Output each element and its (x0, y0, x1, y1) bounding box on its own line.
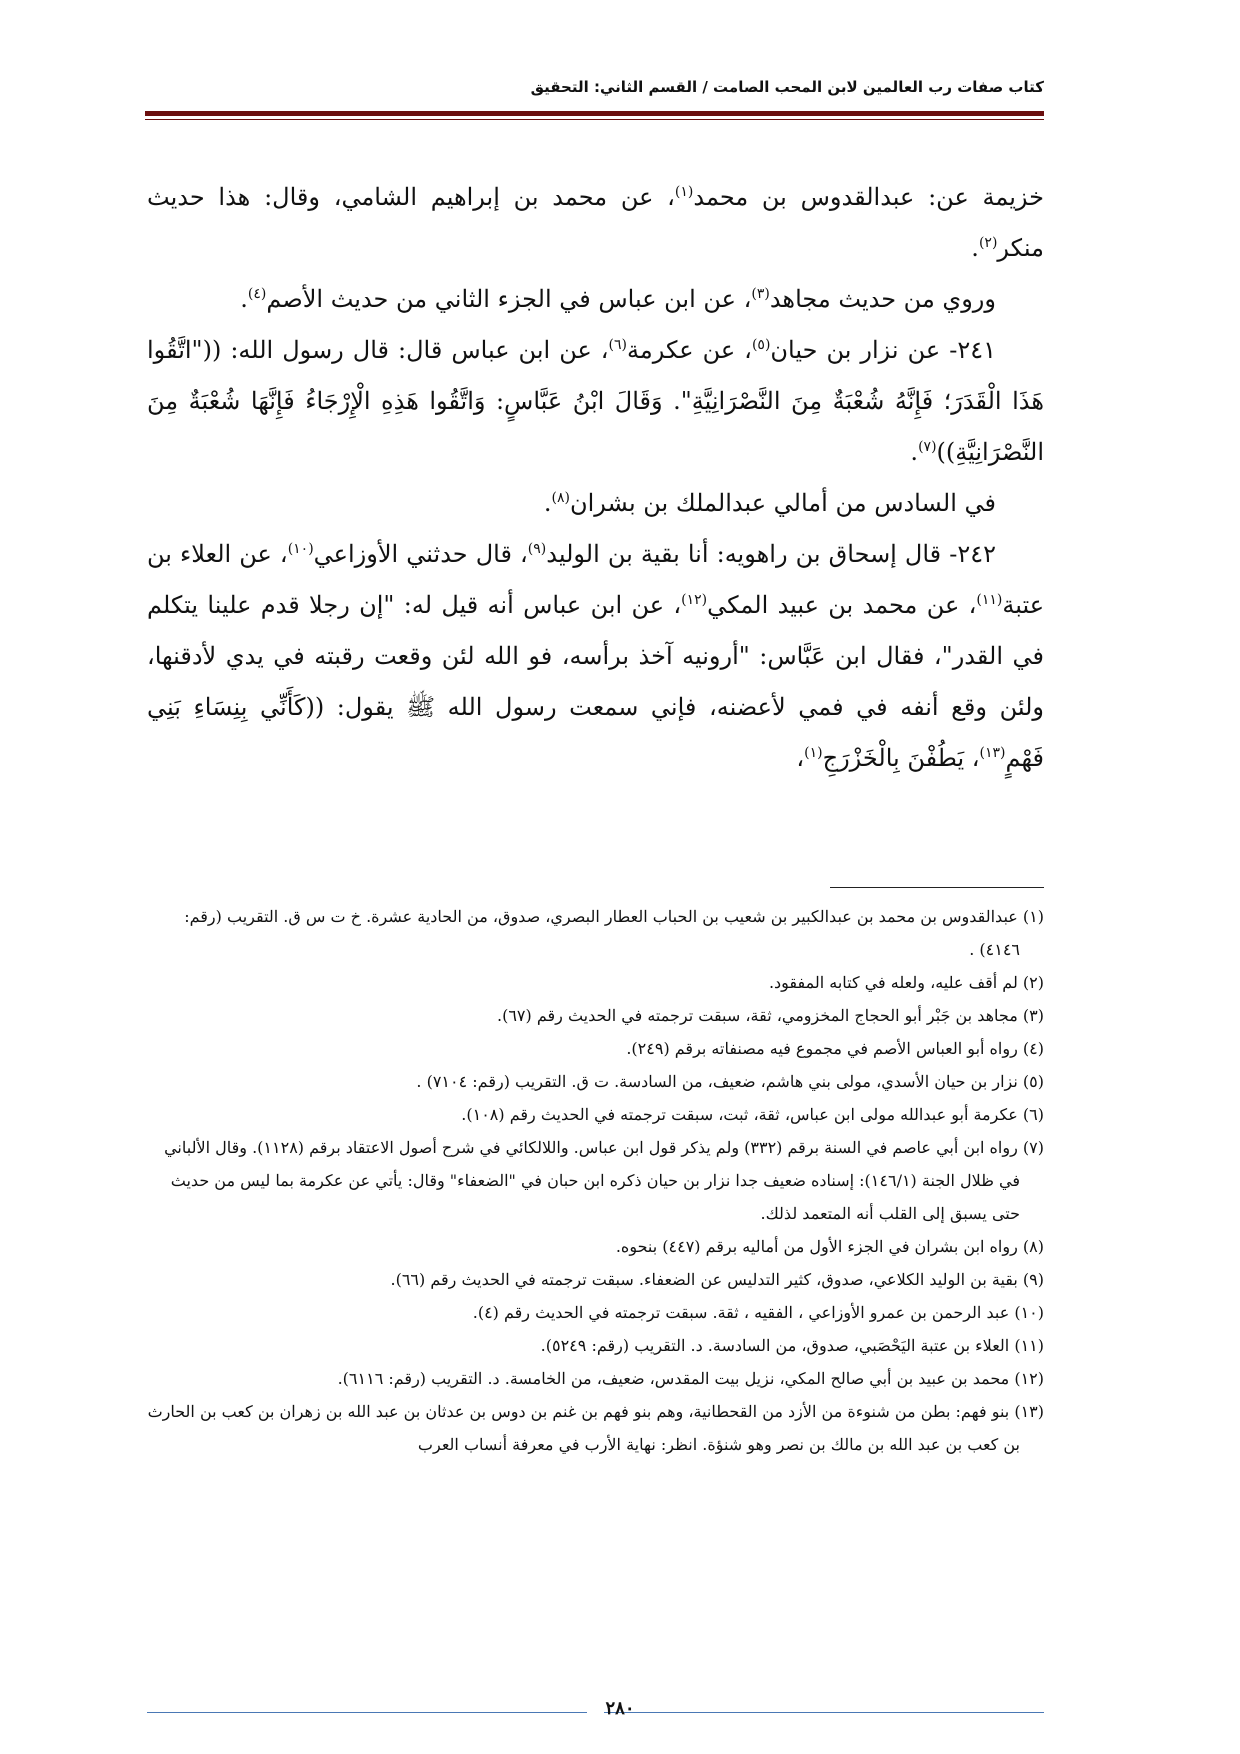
footnote-7: (٧) رواه ابن أبي عاصم في السنة برقم (٣٣٢) ولم يذكر قول ابن عباس. واللالكائي في شرح أصول الاعتقاد برقم (١١٢٨). وقال الألباني في ظلال الجنة (١٤٦/١): إسناده ضعيف جدا نزار بن حيان ذكره ابن حبان في "الضعفاء" وقال: يأتي عن عكرمة بما ليس من حديث حتى يسبق إلى القلب أنه المتعمد لذلك. (164, 1138, 1044, 1223)
footnote-5: (٥) نزار بن حيان الأسدي، مولى بني هاشم، ضعيف، من السادسة. ت ق. التقريب (رقم: ٧١٠٤) . (416, 1072, 1044, 1091)
footnote-6: (٦) عكرمة أبو عبدالله مولى ابن عباس، ثقة، ثبت، سبقت ترجمته في الحديث رقم (١٠٨). (461, 1105, 1044, 1124)
footnote-ref[interactable]: (١) (804, 745, 823, 761)
footnotes (147, 900, 1044, 1461)
header-rule-thin (145, 119, 1044, 120)
source-note: في السادس من أمالي عبدالملك بن بشران$^{(٨)}$. (543, 489, 996, 517)
footnote-9: (٩) بقية بن الوليد الكلاعي، صدوق، كثير التدليس عن الضعفاء. سبقت ترجمته في الحديث رقم (٦٦). (390, 1270, 1044, 1289)
paragraph-mujahid: وروي من حديث مجاهد$^{(٣)}$، عن ابن عباس في الجزء الثاني من حديث الأصم$^{(٤)}$. (240, 285, 996, 313)
footnote-2: (٢) لم أقف عليه، ولعله في كتابه المفقود. (768, 973, 1044, 992)
footnote-1: (١) عبدالقدوس بن محمد بن عبدالكبير بن شعيب بن الحباب العطار البصري، صدوق، من الحادية عشرة. خ ت س ق. التقريب (رقم: ٤١٤٦) . (184, 907, 1044, 959)
footnote-ref[interactable]: (٩) (527, 541, 547, 557)
footnote-ref[interactable]: (٦) (608, 337, 628, 353)
paragraph-continuation: خزيمة عن: عبدالقدوس بن محمد$^{(١)}$، عن محمد بن إبراهيم الشامي، وقال: هذا حديث منكر$^{(٢)}$. (147, 183, 1044, 262)
footnote-ref[interactable]: (١١) (976, 592, 1003, 608)
footnote-ref[interactable]: (١٠) (287, 541, 314, 557)
footnote-4: (٤) رواه أبو العباس الأصم في مجموع فيه مصنفاته برقم (٢٤٩). (626, 1039, 1044, 1058)
hadith-241: ٢٤١- عن نزار بن حيان$^{(٥)}$، عن عكرمة$^{(٦)}$، عن ابن عباس قال: قال رسول الله: (("اتَّقُوا هَذَا الْقَدَرَ؛ فَإِنَّهُ شُعْبَةٌ مِنَ النَّصْرَانِيَّةِ". وَقَالَ ابْنُ عَبَّاسٍ: وَاتَّقُوا هَذِهِ الْإِرْجَاءُ فَإِنَّهَا شُعْبَةٌ مِنَ النَّصْرَانِيَّةِ))$^{(٧)}$. (147, 336, 1044, 466)
footer-rule-left (147, 1712, 587, 1713)
footnote-8: (٨) رواه ابن بشران في الجزء الأول من أماليه برقم (٤٤٧) بنحوه. (615, 1237, 1044, 1256)
page-number: ٢٨٠ (605, 1698, 635, 1719)
footnote-ref[interactable]: (٨) (551, 490, 571, 506)
footnote-ref[interactable]: (٧) (918, 439, 937, 455)
footnote-ref[interactable]: (٣) (751, 286, 770, 302)
footnote-separator (830, 887, 1044, 888)
footnote-ref[interactable]: (١٣) (979, 745, 1006, 761)
footnote-13: (١٣) بنو فهم: بطن من شنوءة من الأزد من القحطانية، وهم بنو فهم بن غنم بن دوس بن عدثان بن عبد الله بن زهران بن كعب بن الحارث بن كعب بن عبد الله بن مالك بن نصر وهو شنؤة. انظر: نهاية الأرب في معرفة أنساب العرب (147, 1402, 1044, 1454)
footnote-ref[interactable]: (٤) (247, 286, 267, 302)
footnote-ref[interactable]: (١٢) (681, 592, 708, 608)
footnote-11: (١١) العلاء بن عتبة اليَحْصَبي، صدوق، من السادسة. د. التقريب (رقم: ٥٢٤٩). (540, 1336, 1044, 1355)
footnote-3: (٣) مجاهد بن جَبْر أبو الحجاج المخزومي، ثقة، سبقت ترجمته في الحديث رقم (٦٧). (497, 1006, 1044, 1025)
hadith-242: ٢٤٢- قال إسحاق بن راهويه: أنا بقية بن الوليد$^{(٩)}$، قال حدثني الأوزاعي$^{(١٠)}$، عن العلاء بن عتبة$^{(١١)}$، عن محمد بن عبيد المكي$^{(١٢)}$، عن ابن عباس أنه قيل له: "إن رجلا قدم علينا يتكلم في القدر"، فقال ابن عَبَّاس: "أرونيه آخذ برأسه، فو الله لئن وقعت رقبته في يدي لأدقنها، ولئن وقع أنفه في فمي لأعضنه، فإني سمعت رسول الله ﷺ يقول: ((كَأَنِّي بِنِسَاءِ بَنِي فَهْمٍ$^{(١٣)}$، يَطُفْنَ بِالْخَزْرَجِ$^{(١)}$، (147, 540, 1045, 772)
footnote-ref[interactable]: (١) (674, 184, 694, 200)
running-header: كتاب صفات رب العالمين لابن المحب الصامت / القسم الثاني: التحقيق (530, 78, 1044, 96)
footnote-12: (١٢) محمد بن عبيد بن أبي صالح المكي، نزيل بيت المقدس، ضعيف، من الخامسة. د. التقريب (رقم: ٦١١٦). (337, 1369, 1044, 1388)
footer-rule-right (604, 1712, 1044, 1713)
header-rule-thick (145, 111, 1044, 116)
footnote-ref[interactable]: (٢) (978, 235, 998, 251)
main-text (147, 172, 1044, 784)
footnote-10: (١٠) عبد الرحمن بن عمرو الأوزاعي ، الفقيه ، ثقة. سبقت ترجمته في الحديث رقم (٤). (472, 1303, 1044, 1322)
footnote-ref[interactable]: (٥) (751, 337, 771, 353)
